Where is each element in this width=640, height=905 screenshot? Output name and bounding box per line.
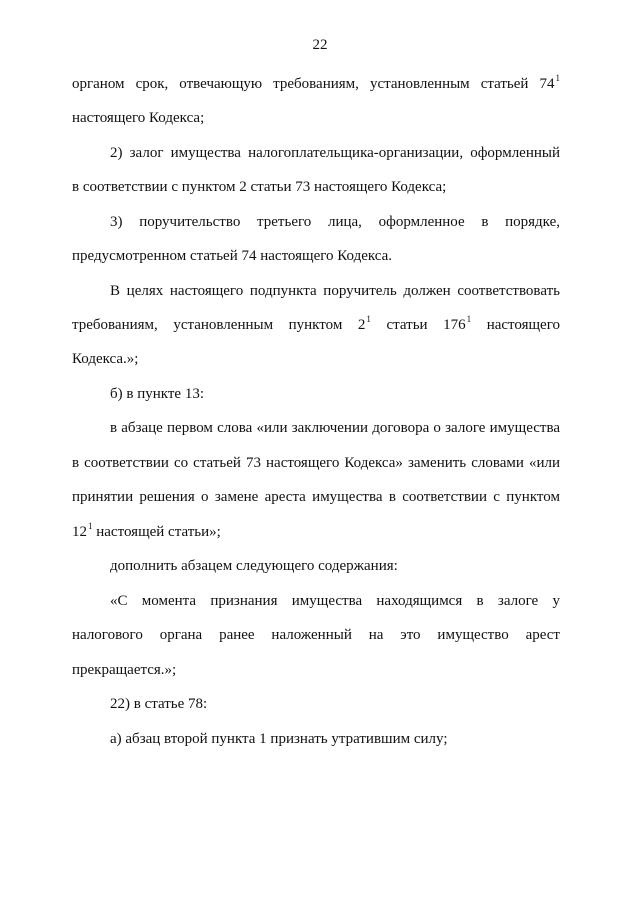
- text-line: а) абзац второй пункта 1 признать утратившим силу;: [110, 731, 448, 747]
- text-line: «С момента признания имущества находящимся в залоге у: [110, 593, 560, 609]
- text-line: 3) поручительство третьего лица, оформленное в порядке,: [110, 214, 560, 230]
- text-span: требованиям, установленным пунктом 2: [72, 317, 366, 333]
- text-line: 22) в статье 78:: [110, 696, 208, 712]
- superscript: 1: [466, 314, 472, 324]
- text-line: прекращается.»;: [72, 662, 177, 678]
- text-line: в абзаце первом слова «или заключении договора о залоге имущества: [110, 420, 560, 436]
- text-line: предусмотренном статьей 74 настоящего Кодекса.: [72, 248, 393, 264]
- text-line: Кодекса.»;: [72, 351, 139, 367]
- text-line: дополнить абзацем следующего содержания:: [110, 558, 398, 574]
- text-line: 2) залог имущества налогоплательщика-организации, оформленный: [110, 145, 560, 161]
- page-number: 22: [312, 37, 328, 53]
- text-line: налогового органа ранее наложенный на это имущество арест: [72, 627, 560, 643]
- text-line: принятии решения о замене ареста имущества в соответствии с пунктом: [72, 489, 560, 505]
- text-span: органом срок, отвечающую требованиям, установленным статьей 74: [72, 76, 555, 92]
- text-line: [72, 522, 560, 542]
- text-span: настоящего: [471, 317, 560, 333]
- text-line: б) в пункте 13:: [110, 386, 204, 402]
- superscript: 1: [366, 314, 371, 324]
- text-span: 12: [72, 524, 87, 540]
- text-line: в соответствии со статьей 73 настоящего Кодекса» заменить словами «или: [72, 455, 560, 471]
- text-line: в соответствии с пунктом 2 статьи 73 настоящего Кодекса;: [72, 179, 447, 195]
- text-line: [72, 74, 560, 94]
- text-span: настоящей статьи»;: [92, 524, 221, 540]
- superscript: 1: [555, 73, 560, 83]
- text-line: [72, 315, 560, 335]
- superscript: 1: [88, 521, 93, 531]
- text-line: настоящего Кодекса;: [72, 110, 205, 126]
- text-span: статьи 176: [370, 317, 466, 333]
- text-line: В целях настоящего подпункта поручитель должен соответствовать: [110, 283, 560, 299]
